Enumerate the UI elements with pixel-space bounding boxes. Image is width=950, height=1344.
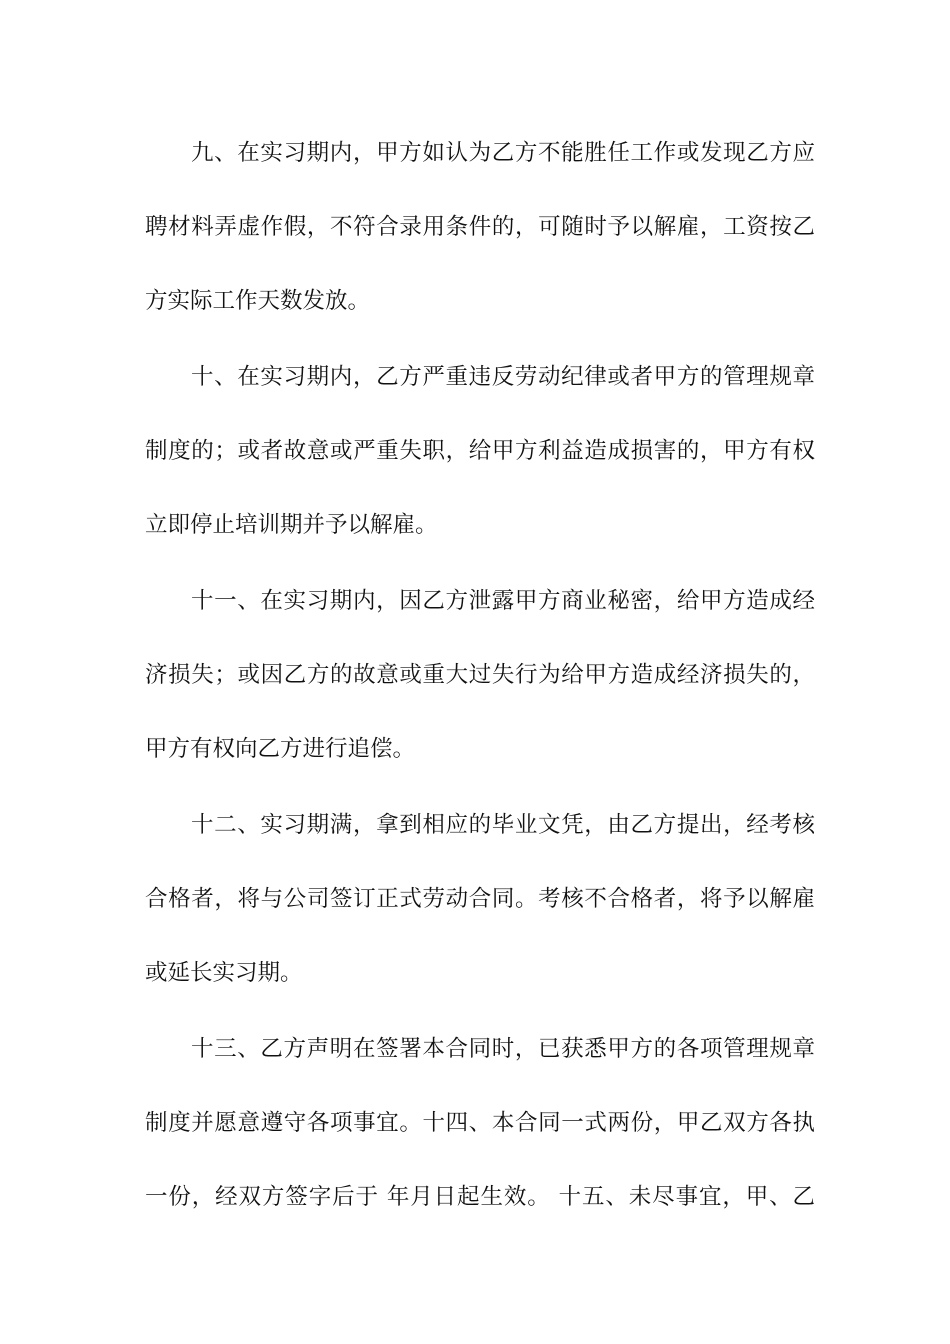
paragraph-11-line-1: 十一、在实习期内，因乙方泄露甲方商业秘密，给甲方造成经 <box>191 588 815 614</box>
paragraph-11-line-2: 济损失；或因乙方的故意或重大过失行为给甲方造成经济损失的， <box>145 662 815 688</box>
paragraph-12-line-3: 或延长实习期。 <box>145 960 303 986</box>
paragraph-12-line-1: 十二、实习期满，拿到相应的毕业文凭，由乙方提出，经考核 <box>191 812 815 838</box>
paragraph-9-line-1: 九、在实习期内，甲方如认为乙方不能胜任工作或发现乙方应 <box>191 140 815 166</box>
paragraph-9-line-3: 方实际工作天数发放。 <box>145 288 371 314</box>
paragraph-10-line-2: 制度的；或者故意或严重失职，给甲方利益造成损害的，甲方有权 <box>145 438 815 464</box>
paragraph-12-line-2: 合格者，将与公司签订正式劳动合同。考核不合格者，将予以解雇 <box>145 886 815 912</box>
paragraph-10-line-3: 立即停止培训期并予以解雇。 <box>145 512 438 538</box>
paragraph-13-line-1: 十三、乙方声明在签署本合同时，已获悉甲方的各项管理规章 <box>191 1036 815 1062</box>
paragraph-10-line-1: 十、在实习期内，乙方严重违反劳动纪律或者甲方的管理规章 <box>191 364 815 390</box>
paragraph-9-line-2: 聘材料弄虚作假，不符合录用条件的，可随时予以解雇，工资按乙 <box>145 214 815 240</box>
paragraph-11-line-3: 甲方有权向乙方进行追偿。 <box>145 736 416 762</box>
paragraph-13-line-3: 一份，经双方签字后于 年月日起生效。 十五、未尽事宜，甲、乙 <box>145 1184 815 1210</box>
paragraph-13-line-2: 制度并愿意遵守各项事宜。十四、本合同一式两份，甲乙双方各执 <box>145 1110 815 1136</box>
